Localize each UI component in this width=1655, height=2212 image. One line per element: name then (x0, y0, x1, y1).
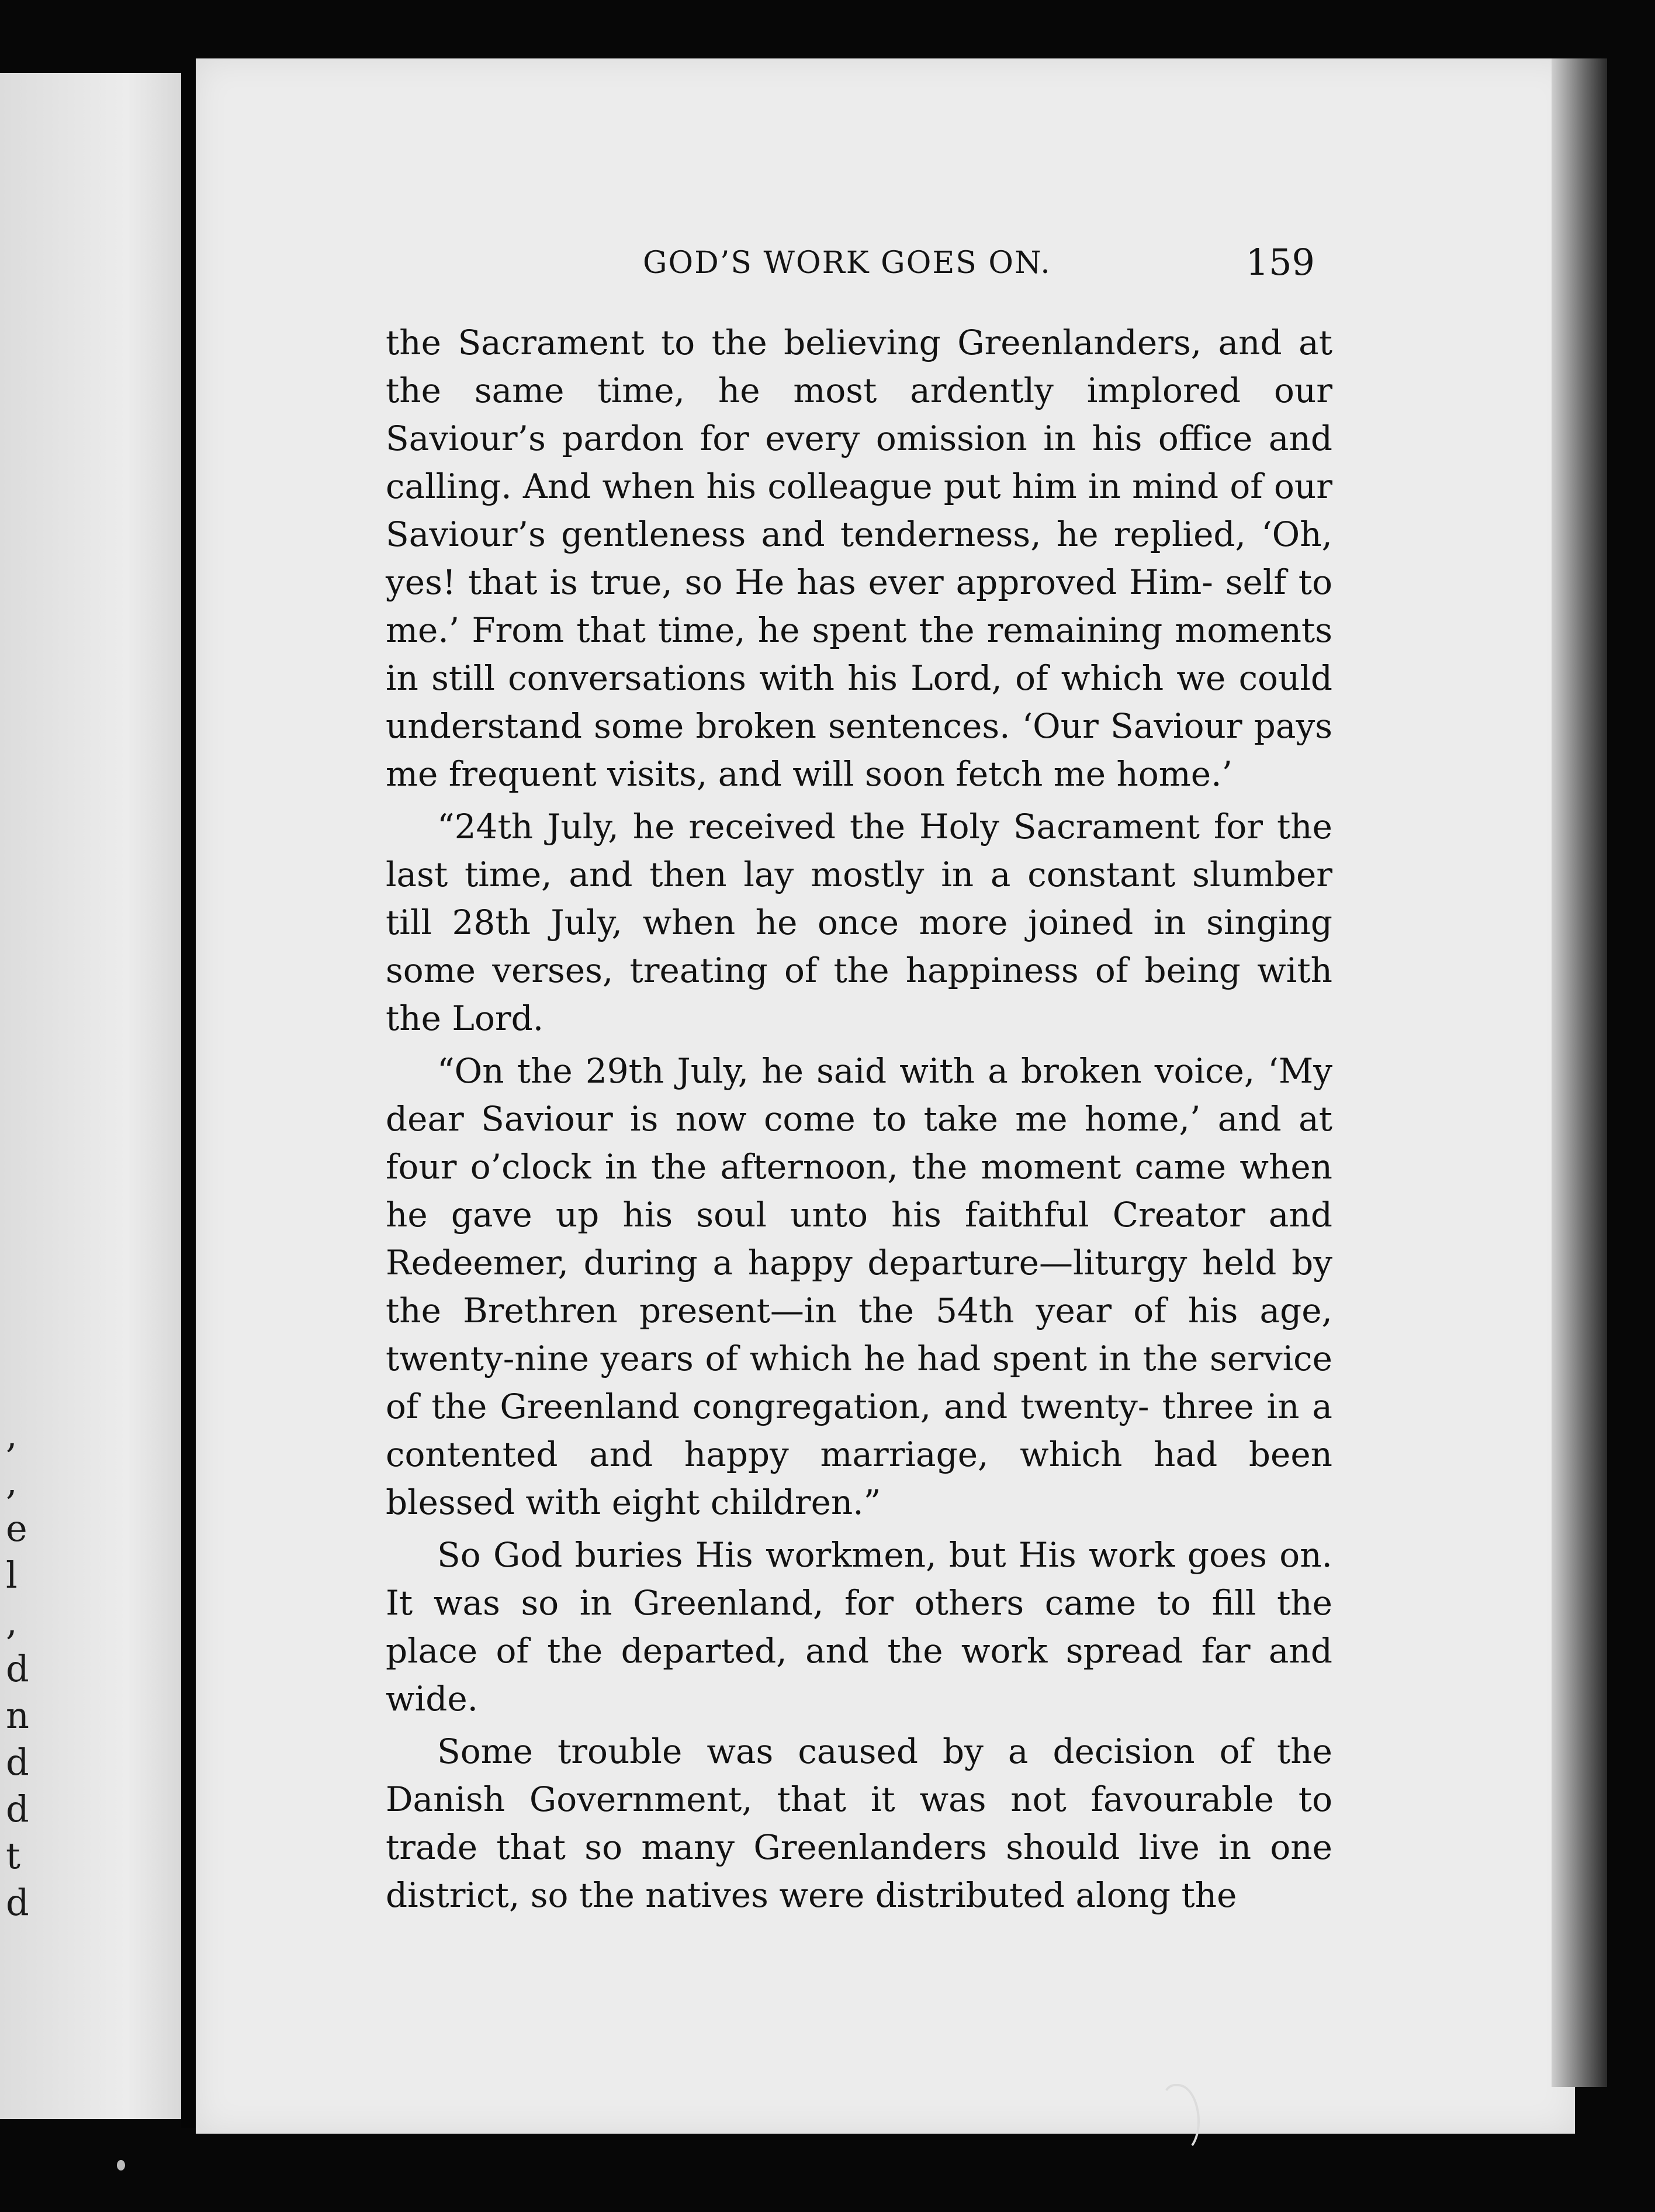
paragraph-4: So God buries His workmen, but His work goes on. It was so in Greenland, for others came to fill the place of the departed, and the work spread far and wide. (386, 1535, 1332, 1719)
page-edge (1552, 58, 1607, 2087)
page-header (643, 241, 1315, 292)
running-title: GOD’S WORK GOES ON. (643, 246, 1051, 281)
paragraph-1: the Sacrament to the believing Greenlanders, and at the same time, he most ardently implored our Saviour’s pardon for every omission in his office and calling. And when his colleague put him in mind of our Saviour’s gentleness and tenderness, he replied, ‘Oh, yes! that is true, so He has ever approved Him- self to me.’ From that time, he spent the remaining moments in still conversations with his Lord, of which we could understand some broken sentences. ‘Our Saviour pays me frequent visits, and will soon fetch me home.’ (386, 323, 1332, 794)
left-page-margin-fragments: , , e l , d n d d t d (6, 1413, 29, 1924)
paragraph-3: “On the 29th July, he said with a broken voice, ‘My dear Saviour is now come to take me home,’ and at four o’clock in the afternoon, the moment came when he gave up his soul unto his faithful Creator and Redeemer, during a happy departure—liturgy held by the Brethren present—in the 54th year of his age, twenty-nine years of which he had spent in the service of the Greenland congregation, and twenty- three in a contented and happy marriage, which had been blessed with eight children.” (386, 1051, 1332, 1522)
body-text (386, 319, 1332, 1924)
page-number: 159 (1245, 241, 1315, 284)
left-page (0, 73, 181, 2119)
paragraph-5: Some trouble was caused by a decision of the Danish Government, that it was not favourable to trade that so many Greenlanders should live in one district, so the natives were distributed along the (386, 1731, 1332, 1915)
book-gutter (181, 70, 196, 2128)
paragraph-2: “24th July, he received the Holy Sacrament for the last time, and then lay mostly in a constant slumber till 28th July, when he once more joined in singing some verses, treating of the happiness of being with the Lord. (386, 807, 1332, 1038)
scan-artifact-speck (117, 2160, 125, 2170)
